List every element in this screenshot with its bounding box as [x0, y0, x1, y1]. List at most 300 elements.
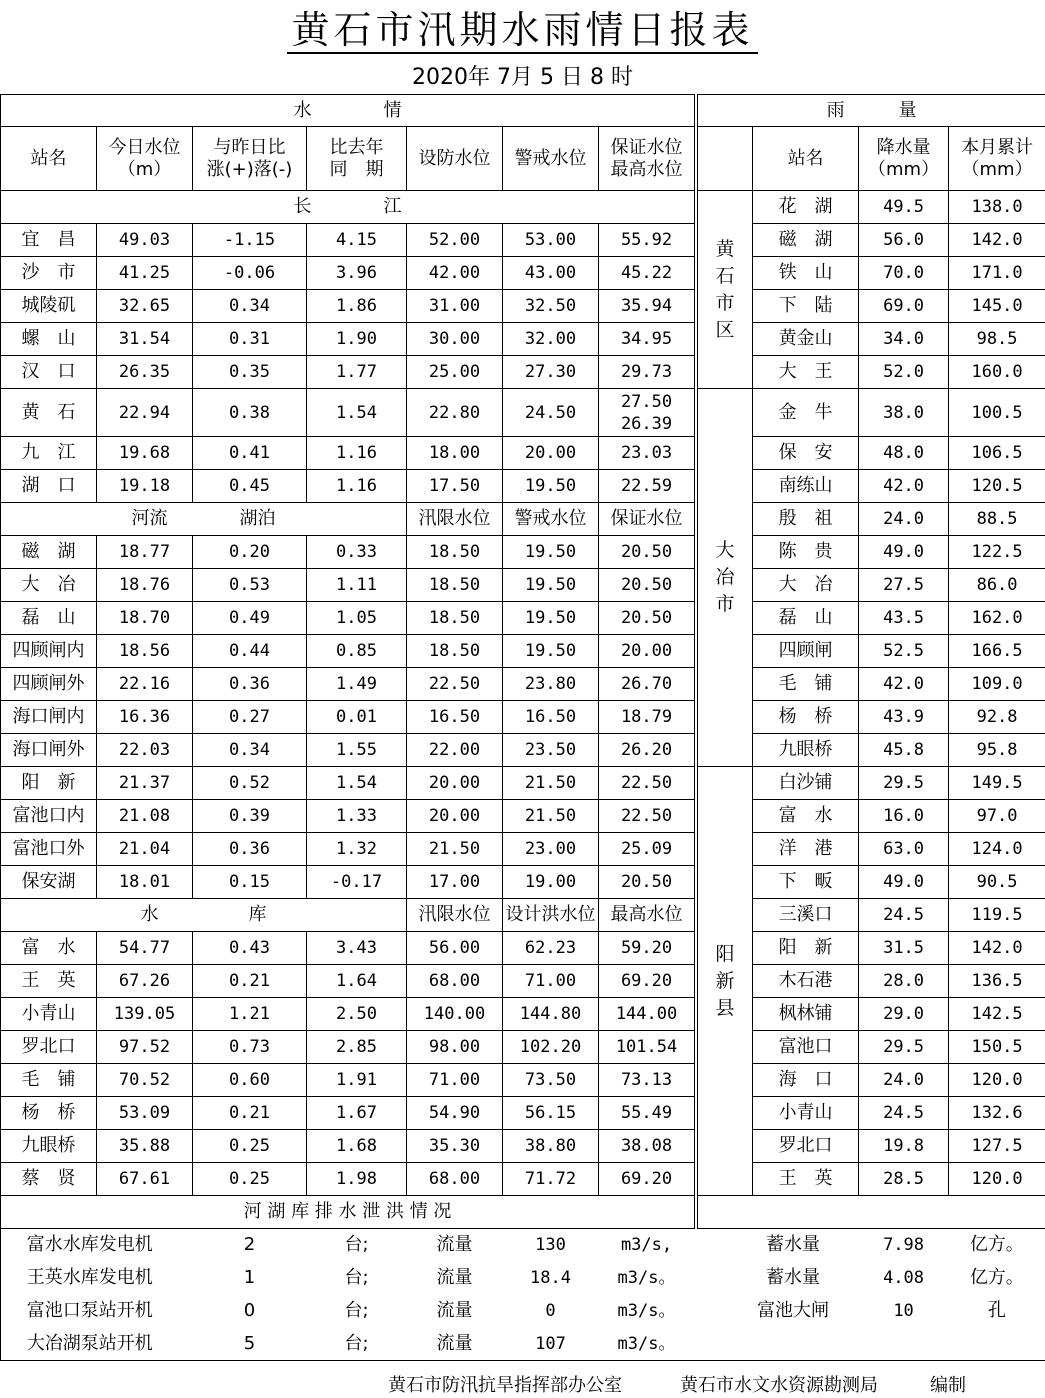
month-total-value: 138.0	[949, 191, 1045, 224]
station-name: 阳 新	[1, 767, 97, 800]
guard-level: 22.50	[407, 668, 503, 701]
guarantee-level: 20.50	[599, 536, 695, 569]
discharge-label: 大冶湖泵站开机	[1, 1328, 193, 1361]
month-total-value: 160.0	[949, 356, 1045, 389]
rain-station-name: 花 湖	[753, 191, 859, 224]
today-level: 18.70	[97, 602, 193, 635]
warning-level: 16.50	[503, 701, 599, 734]
guard-level: 68.00	[407, 1163, 503, 1196]
last-year-diff: 1.55	[307, 734, 407, 767]
table-row	[1, 1097, 1045, 1130]
rain-station-header: 站名	[753, 127, 859, 191]
rain-station-name: 九眼桥	[753, 734, 859, 767]
report-title	[0, 8, 1045, 52]
station-name: 城陵矶	[1, 290, 97, 323]
footer-compiled: 编制	[930, 1375, 966, 1396]
column-gap	[695, 356, 698, 389]
flow-unit: m3/s。	[599, 1328, 695, 1361]
guard-level: 20.00	[407, 767, 503, 800]
footer-office: 黄石市防汛抗旱指挥部办公室	[388, 1375, 622, 1396]
rainfall-value: 63.0	[859, 833, 949, 866]
discharge-section: 河 湖 库 排 水 泄 洪 情 况	[1, 1196, 695, 1229]
guard-level: 56.00	[407, 932, 503, 965]
warning-level: 38.80	[503, 1130, 599, 1163]
extra-unit	[949, 1328, 1045, 1361]
today-level: 18.56	[97, 635, 193, 668]
column-gap	[695, 701, 698, 734]
station-name: 大 冶	[1, 569, 97, 602]
change-value: 0.27	[193, 701, 307, 734]
column-gap	[695, 668, 698, 701]
change-value: 0.53	[193, 569, 307, 602]
empty-cell	[698, 1196, 1045, 1229]
change-value: -1.15	[193, 224, 307, 257]
extra-label: 蓄水量	[766, 1234, 821, 1256]
today-level: 26.35	[97, 356, 193, 389]
today-level: 97.52	[97, 1031, 193, 1064]
column-gap	[695, 536, 698, 569]
last-year-diff: 0.33	[307, 536, 407, 569]
warning-level: 71.72	[503, 1163, 599, 1196]
warning-level: 24.50	[503, 389, 599, 437]
today-level: 19.68	[97, 437, 193, 470]
warning-level: 19.50	[503, 470, 599, 503]
last-year-diff: 1.05	[307, 602, 407, 635]
table-row	[1, 323, 1045, 356]
change-value: 0.15	[193, 866, 307, 899]
last-year-diff: 1.98	[307, 1163, 407, 1196]
today-level: 16.36	[97, 701, 193, 734]
table-row	[1, 356, 1045, 389]
guarantee-level: 20.50	[599, 569, 695, 602]
table-row	[1, 290, 1045, 323]
rainfall-value: 52.5	[859, 635, 949, 668]
section-column-label: 设计洪水位	[503, 899, 599, 932]
station-name: 湖 口	[1, 470, 97, 503]
month-total-header: 本月累计 （mm）	[949, 127, 1045, 191]
last-year-diff: 1.86	[307, 290, 407, 323]
month-total-value: 119.5	[949, 899, 1045, 932]
today-level: 35.88	[97, 1130, 193, 1163]
last-year-diff: 2.50	[307, 998, 407, 1031]
discharge-label: 富池口泵站开机	[1, 1295, 193, 1328]
rainfall-value: 49.5	[859, 191, 949, 224]
column-gap	[695, 932, 698, 965]
flow-value: 18.4	[530, 1268, 571, 1288]
month-total-value: 149.5	[949, 767, 1045, 800]
rain-station-name: 陈 贵	[753, 536, 859, 569]
station-name: 黄 石	[1, 389, 97, 437]
warning-level: 102.20	[503, 1031, 599, 1064]
month-total-value: 100.5	[949, 389, 1045, 437]
today-level-header: 今日水位 （m）	[97, 127, 193, 191]
today-level: 22.03	[97, 734, 193, 767]
column-gap	[695, 503, 698, 536]
column-gap	[695, 899, 698, 932]
change-value: 0.36	[193, 833, 307, 866]
guard-level: 21.50	[407, 833, 503, 866]
guarantee-level: 20.00	[599, 635, 695, 668]
last-year-diff: 1.77	[307, 356, 407, 389]
month-total-value: 127.5	[949, 1130, 1045, 1163]
guarantee-level: 26.20	[599, 734, 695, 767]
extra-label: 富池大闸	[757, 1300, 830, 1321]
change-value: 0.34	[193, 290, 307, 323]
rain-station-name: 王 英	[753, 1163, 859, 1196]
guarantee-level: 22.50	[599, 767, 695, 800]
last-year-diff: 0.01	[307, 701, 407, 734]
column-gap	[695, 734, 698, 767]
last-year-diff: -0.17	[307, 866, 407, 899]
today-level: 18.76	[97, 569, 193, 602]
section-column-label: 汛限水位	[407, 503, 503, 536]
rain-station-name: 保 安	[753, 437, 859, 470]
station-name: 螺 山	[1, 323, 97, 356]
last-year-diff: 1.54	[307, 389, 407, 437]
rainfall-value: 45.8	[859, 734, 949, 767]
extra-value	[859, 1328, 949, 1361]
flow-unit: m3/s,	[620, 1235, 673, 1256]
today-level: 70.52	[97, 1064, 193, 1097]
guard-level: 30.00	[407, 323, 503, 356]
month-total-value: 86.0	[949, 569, 1045, 602]
reservoirs-section: 水 库	[1, 899, 407, 932]
column-gap	[695, 1130, 698, 1163]
guard-level: 68.00	[407, 965, 503, 998]
rivers-lakes-section: 河流 湖泊	[1, 503, 407, 536]
rainfall-value: 27.5	[859, 569, 949, 602]
station-name: 四顾闸内	[1, 635, 97, 668]
rain-station-name: 黄金山	[753, 323, 859, 356]
extra-unit: 孔	[949, 1295, 1045, 1328]
guarantee-level: 59.20	[599, 932, 695, 965]
warning-level: 71.00	[503, 965, 599, 998]
guarantee-level: 22.50	[599, 800, 695, 833]
station-name: 海口闸内	[1, 701, 97, 734]
column-gap	[695, 323, 698, 356]
extra-value: 10	[893, 1301, 914, 1321]
rainfall-value: 70.0	[859, 257, 949, 290]
unit-count: 0	[243, 1300, 256, 1321]
table-row	[1, 833, 1045, 866]
rain-station-name: 罗北口	[753, 1130, 859, 1163]
rainfall-value: 42.0	[859, 470, 949, 503]
guarantee-level: 38.08	[599, 1130, 695, 1163]
rain-station-name: 大 冶	[753, 569, 859, 602]
table-row	[1, 932, 1045, 965]
change-value: 0.38	[193, 389, 307, 437]
rain-station-name: 海 口	[753, 1064, 859, 1097]
column-gap	[695, 833, 698, 866]
change-value: 0.21	[193, 965, 307, 998]
today-level: 18.77	[97, 536, 193, 569]
rainfall-value: 69.0	[859, 290, 949, 323]
rain-station-name: 大 王	[753, 356, 859, 389]
table-row	[1, 1064, 1045, 1097]
table-row	[1, 257, 1045, 290]
guarantee-level: 22.59	[599, 470, 695, 503]
rainfall-value: 48.0	[859, 437, 949, 470]
warning-level: 23.00	[503, 833, 599, 866]
rain-station-name: 三溪口	[753, 899, 859, 932]
discharge-label: 富水水库发电机	[1, 1229, 193, 1262]
rain-station-name: 磊 山	[753, 602, 859, 635]
unit-count: 2	[243, 1234, 256, 1256]
rain-header: 雨 量	[698, 95, 1045, 127]
today-level: 19.18	[97, 470, 193, 503]
station-name: 富池口内	[1, 800, 97, 833]
rain-station-name: 下 陆	[753, 290, 859, 323]
change-value: 0.60	[193, 1064, 307, 1097]
today-level: 67.26	[97, 965, 193, 998]
column-gap	[695, 224, 698, 257]
table-row	[1, 800, 1045, 833]
rainfall-value: 43.9	[859, 701, 949, 734]
guard-level: 22.00	[407, 734, 503, 767]
report-date: 2020年 7月 5 日 8 时	[412, 65, 633, 90]
warning-level: 19.00	[503, 866, 599, 899]
change-value: 1.21	[193, 998, 307, 1031]
column-gap	[695, 635, 698, 668]
month-total-value: 171.0	[949, 257, 1045, 290]
rain-station-name: 富池口	[753, 1031, 859, 1064]
today-level: 53.09	[97, 1097, 193, 1130]
station-name: 毛 铺	[1, 1064, 97, 1097]
section-row	[1, 899, 1045, 932]
warning-level: 21.50	[503, 767, 599, 800]
header-row	[1, 95, 1045, 127]
table-row	[1, 866, 1045, 899]
today-level: 21.37	[97, 767, 193, 800]
change-value: 0.44	[193, 635, 307, 668]
change-value: 0.39	[193, 800, 307, 833]
district-name: 黄石市区	[715, 237, 735, 341]
today-level: 18.01	[97, 866, 193, 899]
rainfall-value: 56.0	[859, 224, 949, 257]
guard-level: 18.50	[407, 569, 503, 602]
rain-station-name: 磁 湖	[753, 224, 859, 257]
rainfall-value: 52.0	[859, 356, 949, 389]
guard-level-header: 设防水位	[407, 127, 503, 191]
warning-level: 21.50	[503, 800, 599, 833]
flow-label: 流量	[407, 1328, 503, 1361]
rain-station-name: 四顾闸	[753, 635, 859, 668]
station-name: 罗北口	[1, 1031, 97, 1064]
last-year-diff: 1.32	[307, 833, 407, 866]
district-header	[698, 127, 753, 191]
last-year-diff: 1.64	[307, 965, 407, 998]
warning-level: 73.50	[503, 1064, 599, 1097]
warning-level: 23.80	[503, 668, 599, 701]
last-year-header: 比去年 同 期	[307, 127, 407, 191]
header-row	[1, 127, 1045, 191]
guard-level: 42.00	[407, 257, 503, 290]
today-level: 49.03	[97, 224, 193, 257]
change-header: 与昨日比 涨(+)落(-)	[193, 127, 307, 191]
change-value: 0.20	[193, 536, 307, 569]
change-value: -0.06	[193, 257, 307, 290]
column-gap	[695, 800, 698, 833]
table-row	[1, 668, 1045, 701]
guarantee-level: 35.94	[599, 290, 695, 323]
change-value: 0.43	[193, 932, 307, 965]
today-level: 21.08	[97, 800, 193, 833]
warning-level: 43.00	[503, 257, 599, 290]
guard-level: 35.30	[407, 1130, 503, 1163]
rain-station-name: 殷 祖	[753, 503, 859, 536]
guard-level: 25.00	[407, 356, 503, 389]
month-total-value: 142.0	[949, 932, 1045, 965]
month-total-value: 92.8	[949, 701, 1045, 734]
station-name: 九眼桥	[1, 1130, 97, 1163]
warning-level: 32.00	[503, 323, 599, 356]
station-name: 王 英	[1, 965, 97, 998]
column-gap	[695, 602, 698, 635]
rainfall-value: 43.5	[859, 602, 949, 635]
district-label	[698, 389, 753, 767]
section-row	[1, 1196, 1045, 1229]
rainfall-value: 34.0	[859, 323, 949, 356]
unit-text: 台;	[344, 1300, 369, 1321]
last-year-diff: 1.49	[307, 668, 407, 701]
table-row	[1, 224, 1045, 257]
guard-level: 18.00	[407, 437, 503, 470]
guard-level: 18.50	[407, 602, 503, 635]
section-column-label: 最高水位	[599, 899, 695, 932]
discharge-row	[1, 1295, 1045, 1328]
warning-level: 53.00	[503, 224, 599, 257]
guard-level: 31.00	[407, 290, 503, 323]
change-value: 0.49	[193, 602, 307, 635]
guarantee-level: 29.73	[599, 356, 695, 389]
station-name: 富 水	[1, 932, 97, 965]
today-level: 22.94	[97, 389, 193, 437]
report-table	[0, 94, 1045, 1361]
section-column-label: 警戒水位	[503, 503, 599, 536]
discharge-row	[1, 1262, 1045, 1295]
warning-level: 19.50	[503, 635, 599, 668]
guard-level: 17.50	[407, 470, 503, 503]
extra-label	[698, 1328, 859, 1361]
month-total-value: 136.5	[949, 965, 1045, 998]
extra-unit: 亿方。	[949, 1262, 1045, 1295]
section-row	[1, 503, 1045, 536]
column-gap	[695, 257, 698, 290]
station-header: 站名	[1, 127, 97, 191]
guarantee-level: 101.54	[599, 1031, 695, 1064]
rain-station-name: 杨 桥	[753, 701, 859, 734]
rainfall-value: 28.0	[859, 965, 949, 998]
guarantee-level: 20.50	[599, 866, 695, 899]
today-level: 31.54	[97, 323, 193, 356]
guarantee-level: 144.00	[599, 998, 695, 1031]
extra-label: 蓄水量	[766, 1267, 821, 1288]
flow-value: 0	[545, 1301, 556, 1321]
last-year-diff: 1.33	[307, 800, 407, 833]
change-value: 0.25	[193, 1163, 307, 1196]
column-gap	[695, 470, 698, 503]
warning-level: 19.50	[503, 536, 599, 569]
guarantee-level: 23.03	[599, 437, 695, 470]
column-gap	[695, 965, 698, 998]
rain-station-name: 洋 港	[753, 833, 859, 866]
column-gap	[695, 1031, 698, 1064]
flow-label: 流量	[436, 1234, 473, 1256]
flow-unit: m3/s。	[617, 1301, 676, 1321]
change-value: 0.25	[193, 1130, 307, 1163]
guarantee-level-header: 保证水位 最高水位	[599, 127, 695, 191]
unit-count: 1	[243, 1267, 256, 1288]
district-label	[698, 191, 753, 389]
month-total-value: 106.5	[949, 437, 1045, 470]
station-name: 磊 山	[1, 602, 97, 635]
table-row	[1, 470, 1045, 503]
guarantee-level: 20.50	[599, 602, 695, 635]
station-name: 小青山	[1, 998, 97, 1031]
month-total-value: 162.0	[949, 602, 1045, 635]
table-row	[1, 767, 1045, 800]
rainfall-value: 29.5	[859, 767, 949, 800]
last-year-diff: 1.91	[307, 1064, 407, 1097]
rain-station-name: 白沙铺	[753, 767, 859, 800]
table-row	[1, 734, 1045, 767]
station-name: 四顾闸外	[1, 668, 97, 701]
month-total-value: 98.5	[949, 323, 1045, 356]
rain-station-name: 阳 新	[753, 932, 859, 965]
guarantee-level: 26.70	[599, 668, 695, 701]
rain-station-name: 小青山	[753, 1097, 859, 1130]
guard-level: 20.00	[407, 800, 503, 833]
guarantee-level: 55.92	[599, 224, 695, 257]
extra-value: 4.08	[883, 1268, 925, 1288]
last-year-diff: 4.15	[307, 224, 407, 257]
last-year-diff: 1.16	[307, 470, 407, 503]
last-year-diff: 1.16	[307, 437, 407, 470]
month-total-value: 120.0	[949, 1163, 1045, 1196]
station-name: 汉 口	[1, 356, 97, 389]
unit-count: 5	[193, 1328, 307, 1361]
guard-level: 16.50	[407, 701, 503, 734]
flow-value: 130	[535, 1235, 566, 1256]
rain-station-name: 下 畈	[753, 866, 859, 899]
flow-value: 107	[503, 1328, 599, 1361]
rainfall-value: 16.0	[859, 800, 949, 833]
month-total-value: 124.0	[949, 833, 1045, 866]
guarantee-level: 55.49	[599, 1097, 695, 1130]
district-label	[698, 767, 753, 1196]
today-level: 139.05	[97, 998, 193, 1031]
table-row	[1, 536, 1045, 569]
rain-station-name: 南练山	[753, 470, 859, 503]
rainfall-value: 29.0	[859, 998, 949, 1031]
discharge-label: 王英水库发电机	[1, 1262, 193, 1295]
table-row	[1, 1031, 1045, 1064]
unit-text: 台;	[344, 1234, 369, 1256]
today-level: 32.65	[97, 290, 193, 323]
warning-level: 23.50	[503, 734, 599, 767]
column-gap	[695, 998, 698, 1031]
district-name: 大冶市	[715, 539, 735, 615]
station-name: 富池口外	[1, 833, 97, 866]
rainfall-value: 38.0	[859, 389, 949, 437]
change-value: 0.45	[193, 470, 307, 503]
station-name: 蔡 贤	[1, 1163, 97, 1196]
warning-level: 56.15	[503, 1097, 599, 1130]
month-total-value: 145.0	[949, 290, 1045, 323]
discharge-row	[1, 1328, 1045, 1361]
change-value: 0.21	[193, 1097, 307, 1130]
change-value: 0.35	[193, 356, 307, 389]
